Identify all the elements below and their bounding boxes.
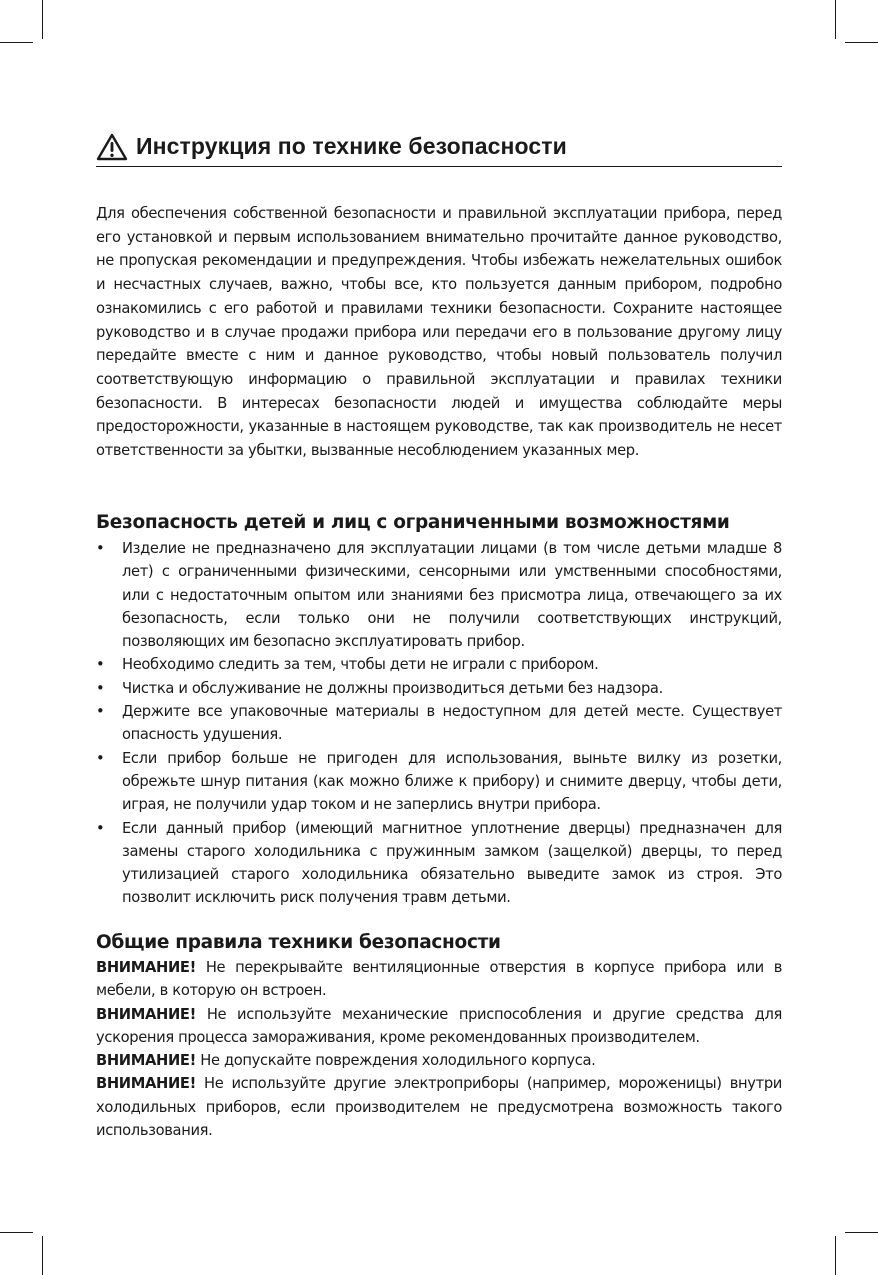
bullet: • — [96, 540, 105, 557]
crop-mark — [835, 0, 836, 39]
warning-label: ВНИМАНИЕ! — [96, 1075, 196, 1093]
warning-paragraph: ВНИМАНИЕ! Не используйте другие электроприборы (например, мороженицы) внутри холодильных приборов, если производителем не предусмотрена возможность такого использования. — [96, 1075, 782, 1140]
crop-mark — [42, 0, 43, 39]
section-heading: Безопасность детей и лиц с ограниченными возможностями — [96, 512, 730, 533]
list-item: • Чистка и обслуживание не должны производиться детьми без надзора. — [96, 677, 782, 700]
warning-label: ВНИМАНИЕ! — [96, 959, 196, 976]
crop-mark — [0, 42, 33, 43]
list-item: • Необходимо следить за тем, чтобы дети не играли с прибором. — [96, 653, 782, 676]
bullet: • — [96, 679, 105, 697]
warning-paragraph: ВНИМАНИЕ! Не перекрывайте вентиляционные отверстия в корпусе прибора или в мебели, в которую он встроен. — [96, 959, 782, 1000]
warning-paragraph: ВНИМАНИЕ! Не допускайте повреждения холодильного корпуса. — [96, 1052, 596, 1070]
warning-label: ВНИМАНИЕ! — [96, 1052, 196, 1070]
warning-triangle-icon — [96, 133, 128, 161]
warning-label: ВНИМАНИЕ! — [96, 1005, 196, 1023]
page-title-row — [96, 132, 782, 167]
section-heading: Общие правила техники безопасности — [96, 932, 501, 953]
list-item: • Изделие не предназначено для эксплуатации лицами (в том числе детьми младше 8 лет) с ограниченными физическими, сенсорными или умственными способностями, или с недостаточным опытом или знаниями без присмотра лица, отвечающего за их безопасность, если только они не получили соответствующих инструкций, позволяющих им безопасно эксплуатировать прибор. — [96, 537, 782, 653]
list-item: • Если прибор больше не пригоден для использования, выньте вилку из розетки, обрежьте шнур питания (как можно ближе к прибору) и снимите дверцу, чтобы дети, играя, не получили удар током и не заперлись внутри прибора. — [96, 747, 782, 817]
general-safety-section — [96, 930, 782, 1142]
warning-paragraph: ВНИМАНИЕ! Не используйте механические приспособления и другие средства для ускорения процесса замораживания, кроме рекомендованных производителем. — [96, 1005, 782, 1046]
crop-mark — [42, 1236, 43, 1275]
crop-mark — [845, 1232, 878, 1233]
children-safety-section — [96, 510, 782, 910]
list-item: • Держите все упаковочные материалы в недоступном для детей месте. Существует опасность удушения. — [96, 700, 782, 747]
crop-mark — [835, 1236, 836, 1275]
intro-section — [96, 202, 782, 463]
bullet-list — [96, 537, 782, 910]
list-item: • Если данный прибор (имеющий магнитное уплотнение дверцы) предназначен для замены старого холодильника с пружинным замком (защелкой) дверцы, то перед утилизацией старого холодильника обязательно выведите замок из строя. Это позволит исключить риск получения травм детьми. — [96, 817, 782, 910]
page-title: Инструкция по технике безопасности — [136, 133, 567, 159]
bullet: • — [96, 703, 105, 721]
bullet: • — [96, 656, 105, 674]
bullet: • — [96, 749, 105, 767]
intro-paragraph: Для обеспечения собственной безопасности и правильной эксплуатации прибора, перед его установкой и первым использованием внимательно прочитайте данное руководство, не пропуская рекомендации и предупреждения. Чтобы избежать нежелательных ошибок и несчастных случаев, важно, чтобы все, кто пользуется данным прибором, подробно ознакомились с его работой и правилами техники безопасности. Сохраните настоящее руководство и в случае продажи прибора или передачи его в пользование другому лицу передайте вместе с ним и данное руководство, чтобы новый пользователь получил соответствующую информацию о правильной эксплуатации и правилах техники безопасности. В интересах безопасности людей и имущества соблюдайте меры предосторожности, указанные в настоящем руководстве, так как производитель не несет ответственности за убытки, вызванные несоблюдением указанных мер. — [96, 205, 782, 460]
crop-mark — [845, 42, 878, 43]
crop-mark — [0, 1232, 33, 1233]
bullet: • — [96, 819, 105, 837]
